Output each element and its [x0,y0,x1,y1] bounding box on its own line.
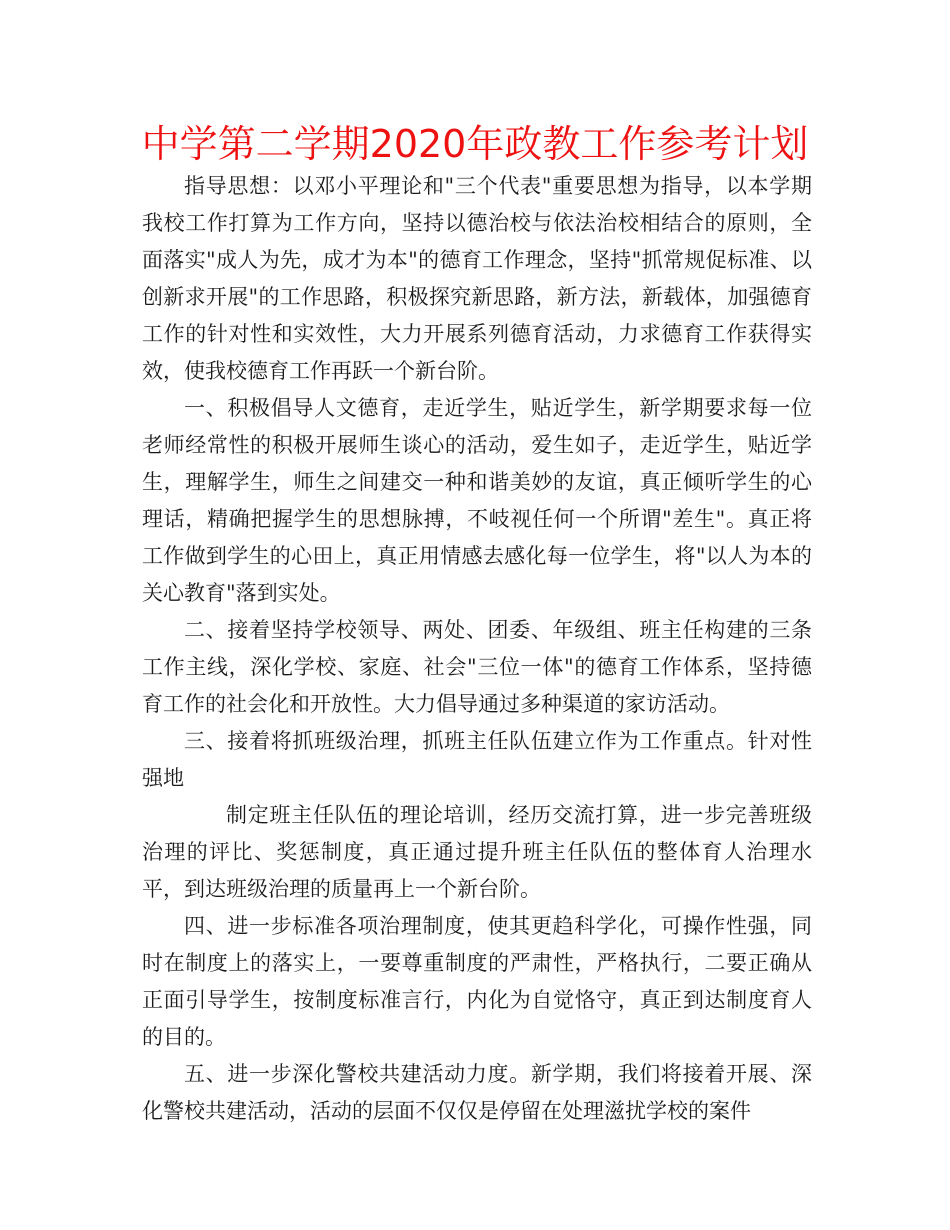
paragraph-guiding-ideology: 指导思想：以邓小平理论和"三个代表"重要思想为指导，以本学期我校工作打算为工作方向，坚持以德治校与依法治校相结合的原则，全面落实"成人为先，成才为本"的德育工作理念，坚持"抓常规促标准、以创新求开展"的工作思路，积极探究新思路，新方法，新载体，加强德育工作的针对性和实效性，大力开展系列德育活动，力求德育工作获得实效，使我校德育工作再跃一个新台阶。 [142,174,812,383]
paragraph-item-2: 二、接着坚持学校领导、两处、团委、年级组、班主任构建的三条工作主线，深化学校、家庭、社会"三位一体"的德育工作体系，坚持德育工作的社会化和开放性。大力倡导通过多种渠道的家访活动。 [142,618,812,716]
document-title: 中学第二学期2020年政教工作参考计划 [141,122,809,166]
paragraph-item-4: 四、进一步标准各项治理制度，使其更趋科学化，可操作性强，同时在制度上的落实上，一要尊重制度的严肃性，严格执行，二要正确从正面引导学生，按制度标准言行，内化为自觉恪守，真正到达制度育人的目的。 [142,914,812,1049]
paragraph-item-5: 五、进一步深化警校共建活动力度。新学期，我们将接着开展、深化警校共建活动，活动的层面不仅仅是停留在处理滋扰学校的案件 [142,1062,812,1123]
paragraph-item-3-continued: 制定班主任队伍的理论培训，经历交流打算，进一步完善班级治理的评比、奖惩制度，真正通过提升班主任队伍的整体育人治理水平，到达班级治理的质量再上一个新台阶。 [142,803,812,901]
document-body [142,168,812,1130]
paragraph-item-1: 一、积极倡导人文德育，走近学生，贴近学生，新学期要求每一位老师经常性的积极开展师生谈心的活动，爱生如子，走近学生，贴近学生，理解学生，师生之间建交一种和谐美妙的友谊，真正倾听学生的心理话，精确把握学生的思想脉搏，不岐视任何一个所谓"差生"。真正将工作做到学生的心田上，真正用情感去感化每一位学生，将"以人为本的关心教育"落到实处。 [142,396,812,605]
paragraph-item-3: 三、接着将抓班级治理，抓班主任队伍建立作为工作重点。针对性强地 [142,729,812,790]
